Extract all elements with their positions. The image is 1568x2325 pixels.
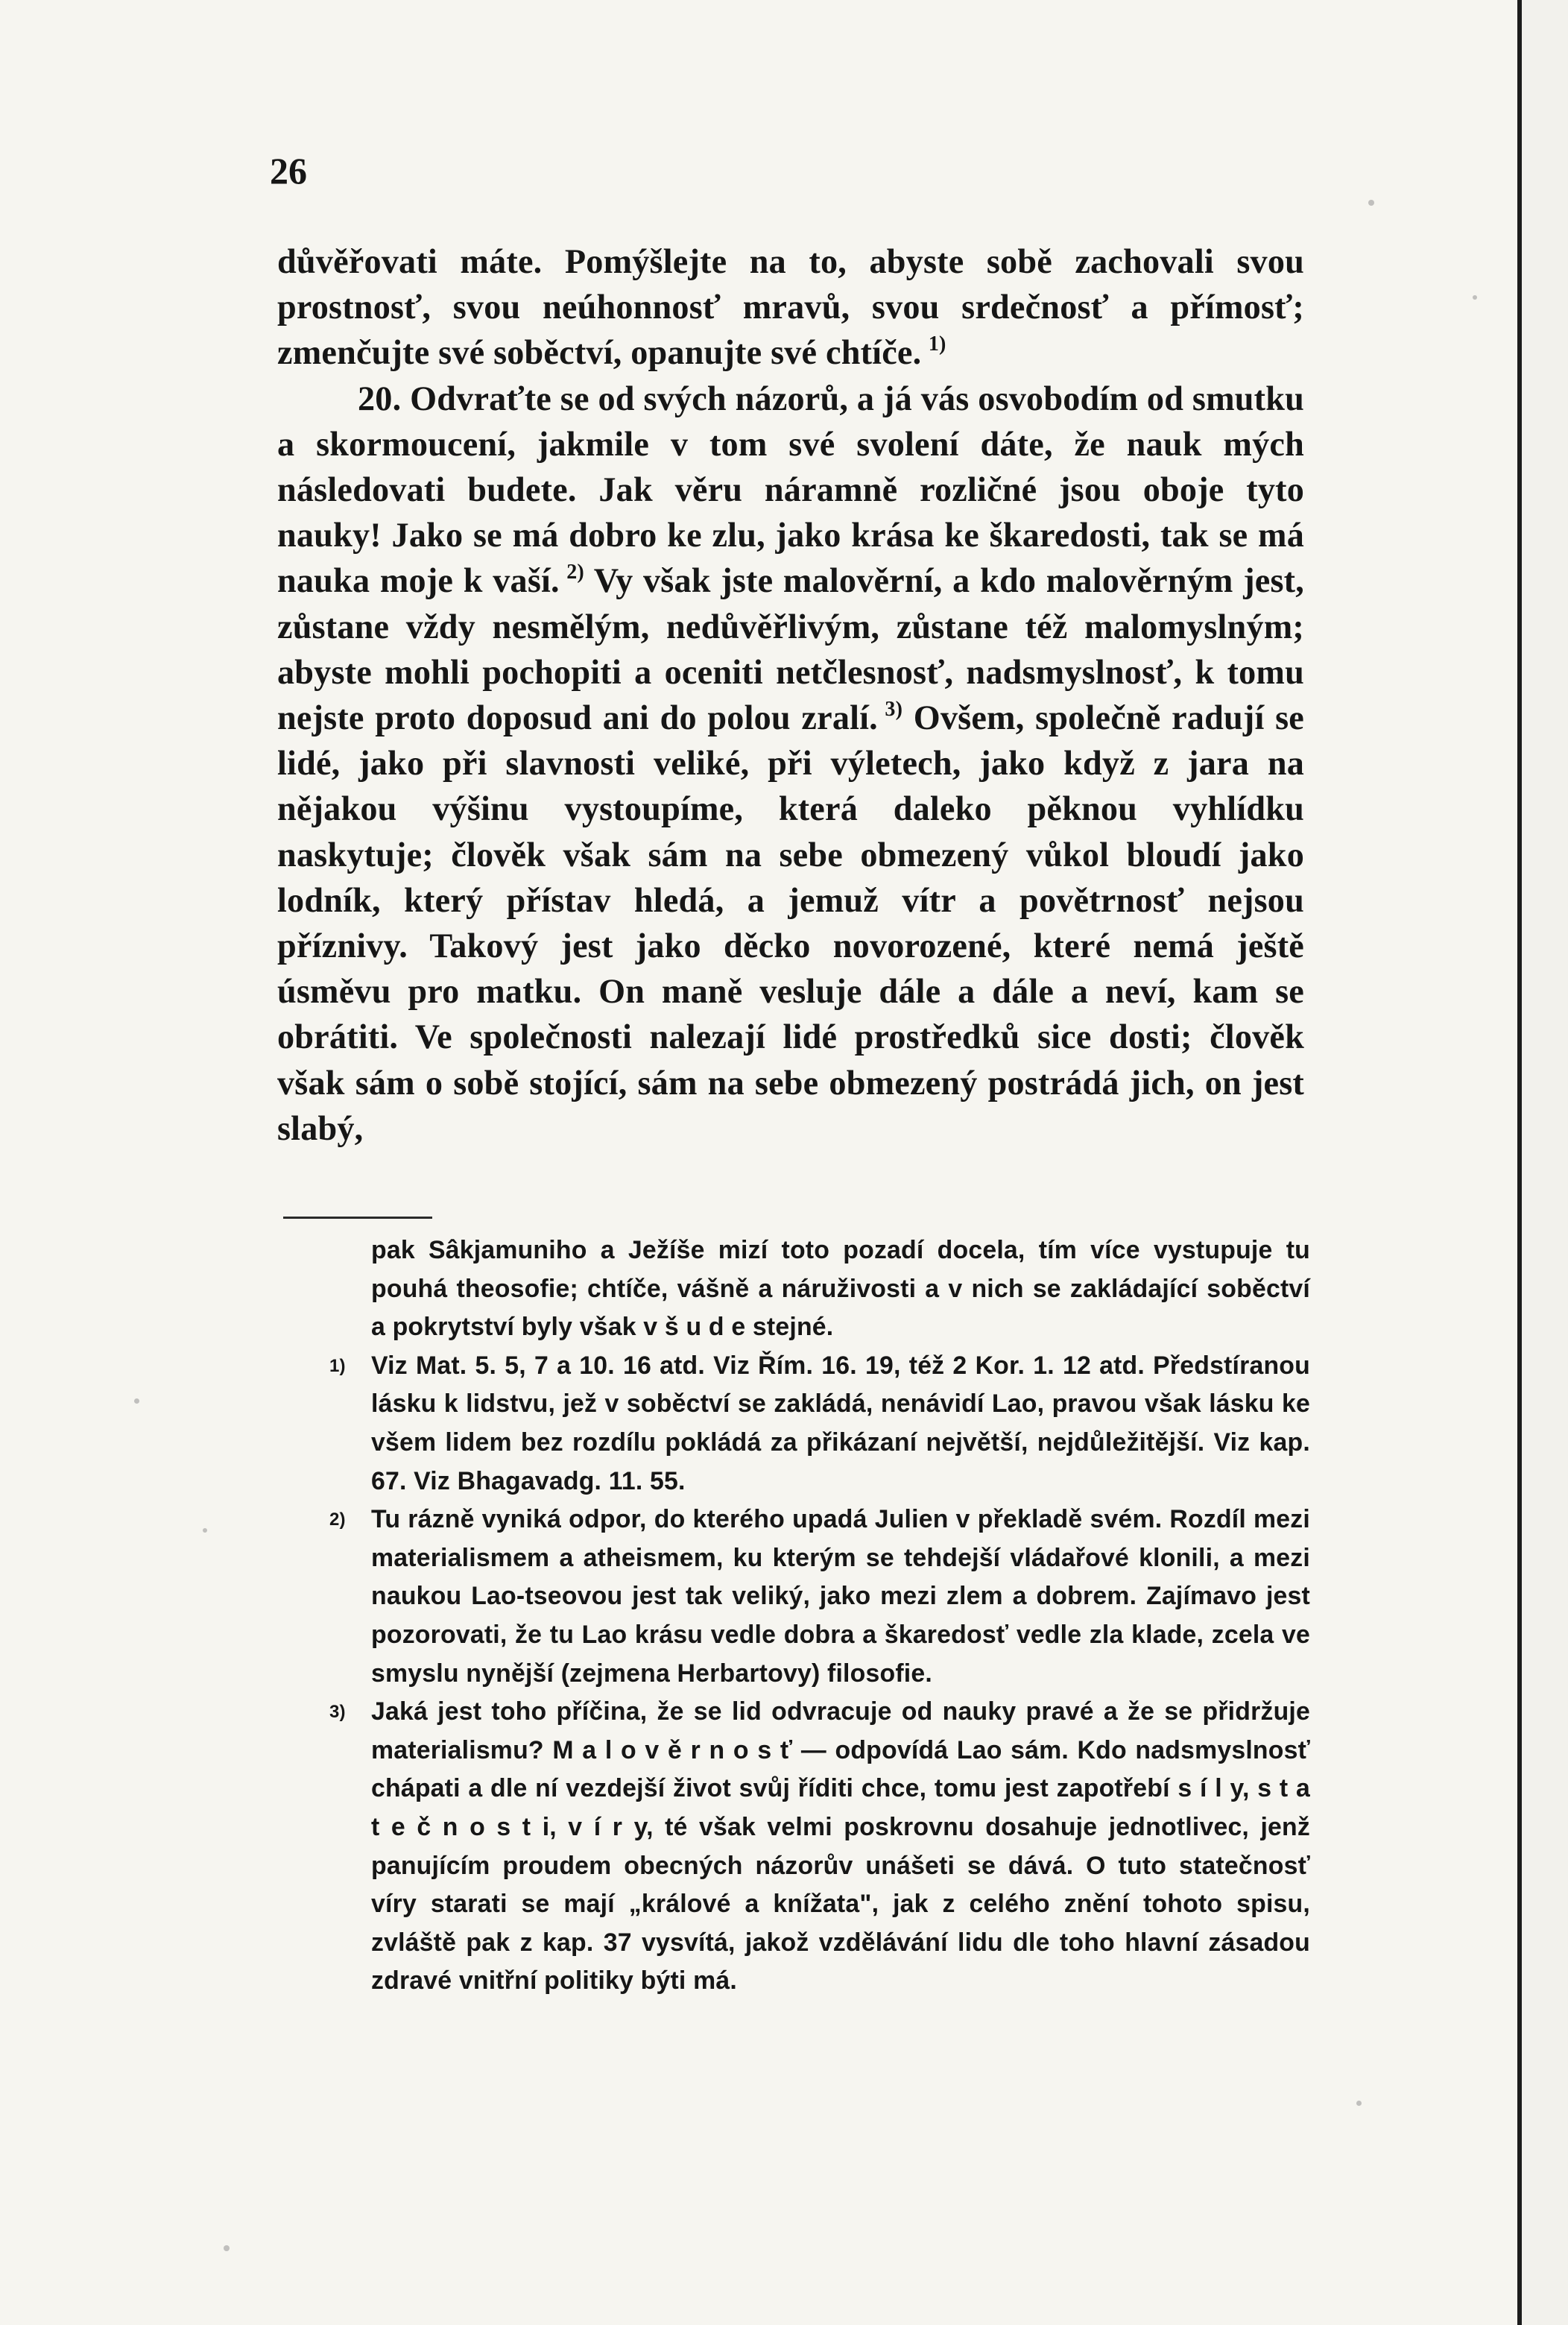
footnote-continuation xyxy=(279,1231,1310,1347)
footnote-separator xyxy=(283,1217,432,1219)
footnote-1-text: Viz Mat. 5. 5, 7 a 10. 16 atd. Viz Řím. 16. 19, též 2 Kor. 1. 12 atd. Předstíranou lásku k lidstvu, jež v soběctví se zakládá, nenávidí Lao, pravou však lásku ke všem lidem bez rozdílu pokládá za přikázaní největší, nejdůležitější. Viz kap. 67. Viz Bhagavadg. 11. 55. xyxy=(371,1351,1310,1495)
paragraph-2-text-a: 20. Odvraťte se od svých názorů, a já vás osvobodím od smutku a skormoucení, jakmile v tom své svolení dáte, že nauk mých následovati budete. Jak věru náramně rozličné jsou oboje tyto nauky! Jako se má dobro ke zlu, jako krása ke škaredosti, tak se má nauka moje k vaší. xyxy=(277,379,1304,600)
footnote-ref-2: 2) xyxy=(566,561,584,584)
footnote-ref-1: 1) xyxy=(928,332,946,356)
scan-speck xyxy=(224,2245,230,2251)
paragraph-2-text-b: Vy však jste malověrní, a kdo malověrným jest, zůstane vždy nesmělým, nedůvěřlivým, zůstane též malomyslným; abyste mohli pochopiti a oceniti netčlesnosť, nadsmyslnosť, k tomu nejste proto doposud ani do polou zralí. xyxy=(277,561,1305,737)
footnote-3-text: Jaká jest toho příčina, že se lid odvracuje od nauky pravé a že se přidržuje materialismu? M a l o v ě r n o s ť — odpovídá Lao sám. Kdo nadsmyslnosť chápati a dle ní vezdejší život svůj říditi chce, tomu jest zapotřebí s í l y, s t a t e č n o s t i, v í r y, té však velmi poskrovnu dosahuje jednotlivec, jenž panujícím proudem obecných názorův unášeti se dává. O tuto statečnosť víry starati se mají „králové a knížata", jak z celého znění tohoto spisu, zvláště pak z kap. 37 vysvítá, jakož vzdělávání lidu dle toho hlavní zásadou zdravé vnitřní politiky býti má. xyxy=(371,1697,1310,1996)
scan-speck xyxy=(134,1398,139,1404)
footnote-2-text: Tu rázně vyniká odpor, do kterého upadá Julien v překladě svém. Rozdíl mezi materialismem a atheismem, ku kterým se tehdejší vládařové klonili, a mezi naukou Lao-tseovou jest tak veliký, jako mezi zlem a dobrem. Zajímavo jest pozorovati, že tu Lao krásu vedle dobra a škaredosť vedle zla klade, zcela ve smyslu nynější (zejmena Herbartovy) filosofie. xyxy=(371,1505,1310,1688)
footnote-3-marker: 3) xyxy=(329,1702,346,1723)
footnote-ref-3: 3) xyxy=(885,698,903,722)
scan-speck xyxy=(1473,295,1477,300)
footnote-2 xyxy=(279,1501,1310,1693)
page-number: 26 xyxy=(270,150,307,192)
footnote-continuation-text: pak Sâkjamuniho a Ježíše mizí toto pozadí docela, tím více vystupuje tu pouhá theosofie; chtíče, vášně a náruživosti a v nich se zakládající soběctví a pokrytství byly však v š u d e stejné. xyxy=(371,1236,1310,1342)
footnote-1 xyxy=(279,1347,1310,1501)
scan-edge xyxy=(1517,0,1568,2325)
scan-speck xyxy=(1356,2101,1362,2106)
scan-speck xyxy=(203,1528,207,1533)
paragraph-2-text-c: Ovšem, společně radují se lidé, jako při slavnosti veliké, při výletech, jako když z jara na nějakou výšinu vystoupíme, která daleko pěknou vyhlídku naskytuje; člověk však sám na sebe obmezený vůkol bloudí jako lodník, který přístav hledá, a jemuž vítr a povětrnosť nejsou příznivy. Takový jest jako děcko novorozené, které nemá ještě úsměvu pro matku. On maně vesluje dále a dále a neví, kam se obrátiti. Ve společnosti nalezají lidé prostředků sice dosti; člověk však sám o sobě stojící, sám na sebe obmezený postrádá jich, on jest slabý, xyxy=(277,698,1304,1147)
paragraph-1-text: důvěřovati máte. Pomýšlejte na to, abyste sobě zachovali svou prostnosť, svou neúhonnosť mravů, svou srdečnosť a přímosť; zmenčujte své soběctví, opanujte své chtíče. xyxy=(277,242,1304,372)
footnote-1-marker: 1) xyxy=(329,1355,346,1376)
footnote-3 xyxy=(279,1693,1310,2001)
main-text xyxy=(277,239,1304,1151)
paragraph-2 xyxy=(277,376,1304,1151)
paragraph-1 xyxy=(277,239,1304,376)
footnotes xyxy=(279,1231,1310,2001)
footnote-2-marker: 2) xyxy=(329,1509,346,1530)
scan-speck xyxy=(1368,200,1374,206)
